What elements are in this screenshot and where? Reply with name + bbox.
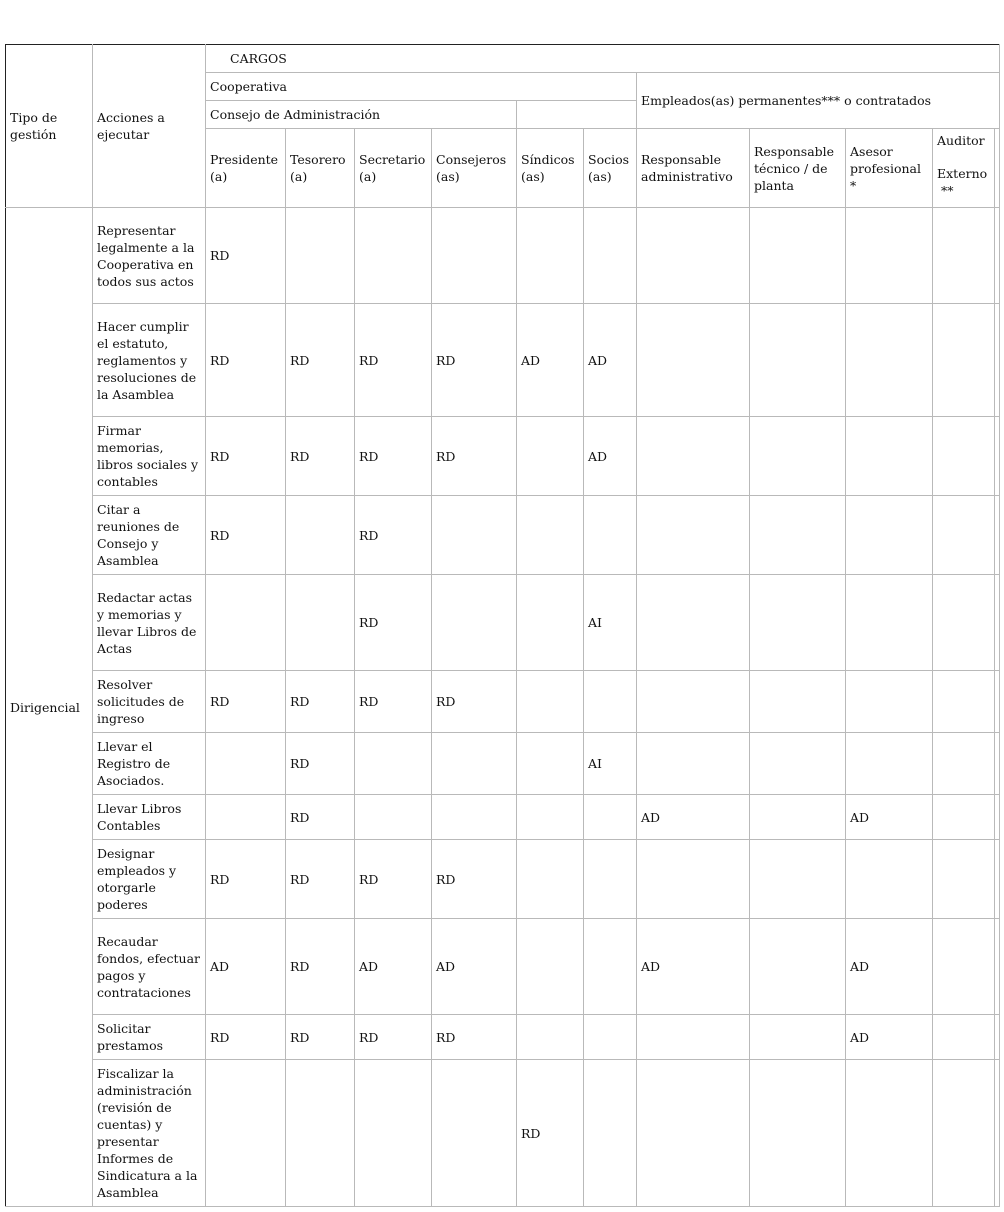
table-row bbox=[6, 208, 1000, 304]
role-cell bbox=[517, 1015, 584, 1060]
role-cell: RD bbox=[286, 1015, 355, 1060]
edge-cell bbox=[995, 496, 1000, 575]
role-cell bbox=[750, 919, 846, 1015]
role-cell bbox=[206, 733, 286, 795]
action-cell: Representar legalmente a la Cooperativa en todos sus actos bbox=[93, 208, 206, 304]
role-cell: RD bbox=[286, 840, 355, 919]
role-cell: RD bbox=[286, 417, 355, 496]
role-cell bbox=[286, 575, 355, 671]
role-cell bbox=[846, 733, 933, 795]
role-header-secretario: Secretario (a) bbox=[355, 129, 432, 208]
role-cell bbox=[637, 733, 750, 795]
role-cell bbox=[933, 795, 995, 840]
role-cell: RD bbox=[206, 208, 286, 304]
roles-table bbox=[5, 44, 1000, 1207]
role-cell: RD bbox=[206, 840, 286, 919]
role-cell bbox=[933, 1015, 995, 1060]
role-cell bbox=[432, 795, 517, 840]
role-cell bbox=[206, 575, 286, 671]
role-cell bbox=[432, 733, 517, 795]
role-cell bbox=[750, 496, 846, 575]
role-cell bbox=[637, 417, 750, 496]
role-cell bbox=[933, 575, 995, 671]
role-cell bbox=[584, 496, 637, 575]
role-cell bbox=[286, 496, 355, 575]
table-row bbox=[6, 575, 1000, 671]
role-cell bbox=[637, 575, 750, 671]
action-cell: Firmar memorias, libros sociales y contables bbox=[93, 417, 206, 496]
role-cell bbox=[933, 840, 995, 919]
role-header-presidente: Presidente (a) bbox=[206, 129, 286, 208]
role-cell bbox=[933, 208, 995, 304]
role-cell bbox=[750, 795, 846, 840]
role-cell bbox=[750, 304, 846, 417]
role-cell bbox=[584, 1015, 637, 1060]
role-cell: RD bbox=[432, 304, 517, 417]
table-row bbox=[6, 671, 1000, 733]
role-cell bbox=[637, 1015, 750, 1060]
role-cell: AI bbox=[584, 733, 637, 795]
empleados-header: Empleados(as) permanentes*** o contratados bbox=[637, 73, 1000, 129]
role-cell bbox=[750, 1060, 846, 1207]
action-cell: Redactar actas y memorias y llevar Libros de Actas bbox=[93, 575, 206, 671]
role-cell bbox=[933, 919, 995, 1015]
action-cell: Designar empleados y otorgarle poderes bbox=[93, 840, 206, 919]
role-cell bbox=[750, 1015, 846, 1060]
role-cell: RD bbox=[355, 417, 432, 496]
role-cell: RD bbox=[355, 304, 432, 417]
role-header-resp-tecnico: Responsable técnico / de planta bbox=[750, 129, 846, 208]
role-cell bbox=[286, 208, 355, 304]
role-cell: AD bbox=[846, 919, 933, 1015]
role-cell bbox=[355, 1060, 432, 1207]
role-cell bbox=[637, 496, 750, 575]
role-cell bbox=[846, 208, 933, 304]
role-cell bbox=[637, 208, 750, 304]
role-cell: AD bbox=[637, 919, 750, 1015]
role-cell bbox=[584, 919, 637, 1015]
role-cell bbox=[637, 840, 750, 919]
role-cell bbox=[933, 733, 995, 795]
role-cell: RD bbox=[206, 671, 286, 733]
role-cell bbox=[432, 496, 517, 575]
role-cell bbox=[517, 208, 584, 304]
role-cell bbox=[846, 496, 933, 575]
role-cell: AD bbox=[846, 1015, 933, 1060]
role-header-auditor bbox=[933, 129, 995, 208]
blank-header-cell bbox=[517, 101, 637, 129]
cargos-header: CARGOS bbox=[206, 45, 1000, 73]
role-cell: AD bbox=[355, 919, 432, 1015]
role-cell bbox=[432, 1060, 517, 1207]
role-cell bbox=[517, 840, 584, 919]
table-row bbox=[6, 1060, 1000, 1207]
role-cell bbox=[206, 1060, 286, 1207]
role-cell: RD bbox=[286, 304, 355, 417]
role-cell: RD bbox=[355, 671, 432, 733]
table-row bbox=[6, 795, 1000, 840]
tipo-de-gestion-header: Tipo de gestión bbox=[6, 45, 93, 208]
role-cell: RD bbox=[355, 496, 432, 575]
role-cell bbox=[286, 1060, 355, 1207]
group-label-dirigencial: Dirigencial bbox=[6, 208, 93, 1207]
role-cell bbox=[517, 575, 584, 671]
role-cell bbox=[750, 575, 846, 671]
table-row bbox=[6, 919, 1000, 1015]
role-cell bbox=[584, 795, 637, 840]
role-cell bbox=[355, 208, 432, 304]
role-cell: RD bbox=[517, 1060, 584, 1207]
role-cell bbox=[846, 304, 933, 417]
role-cell: RD bbox=[206, 417, 286, 496]
role-cell: AD bbox=[206, 919, 286, 1015]
edge-cell bbox=[995, 733, 1000, 795]
role-cell: RD bbox=[206, 496, 286, 575]
role-cell bbox=[517, 919, 584, 1015]
table-row bbox=[6, 496, 1000, 575]
role-cell: RD bbox=[355, 575, 432, 671]
role-cell: RD bbox=[432, 1015, 517, 1060]
edge-cell bbox=[995, 208, 1000, 304]
role-cell bbox=[432, 575, 517, 671]
role-cell bbox=[933, 304, 995, 417]
edge-cell bbox=[995, 919, 1000, 1015]
action-cell: Solicitar prestamos bbox=[93, 1015, 206, 1060]
auditor-mark: ** bbox=[941, 183, 954, 198]
role-cell: RD bbox=[432, 840, 517, 919]
action-cell: Recaudar fondos, efectuar pagos y contrataciones bbox=[93, 919, 206, 1015]
role-cell: RD bbox=[206, 304, 286, 417]
role-header-consejeros: Consejeros (as) bbox=[432, 129, 517, 208]
edge-cell bbox=[995, 575, 1000, 671]
role-cell bbox=[517, 671, 584, 733]
role-cell bbox=[637, 304, 750, 417]
role-cell: RD bbox=[206, 1015, 286, 1060]
role-cell: AD bbox=[846, 795, 933, 840]
role-cell bbox=[750, 208, 846, 304]
auditor-line2: Externo bbox=[937, 166, 988, 181]
edge-cell bbox=[995, 129, 1000, 208]
role-cell bbox=[750, 671, 846, 733]
action-cell: Hacer cumplir el estatuto, reglamentos y resoluciones de la Asamblea bbox=[93, 304, 206, 417]
role-cell bbox=[517, 795, 584, 840]
role-cell: RD bbox=[355, 1015, 432, 1060]
edge-cell bbox=[995, 671, 1000, 733]
role-cell: RD bbox=[286, 671, 355, 733]
role-cell bbox=[933, 671, 995, 733]
role-cell: RD bbox=[286, 733, 355, 795]
role-header-asesor: Asesor profesional * bbox=[846, 129, 933, 208]
role-cell: AD bbox=[584, 417, 637, 496]
role-cell bbox=[206, 795, 286, 840]
consejo-header: Consejo de Administración bbox=[206, 101, 517, 129]
role-cell bbox=[750, 417, 846, 496]
role-header-tesorero: Tesorero (a) bbox=[286, 129, 355, 208]
role-cell bbox=[584, 671, 637, 733]
role-cell bbox=[846, 671, 933, 733]
action-cell: Llevar Libros Contables bbox=[93, 795, 206, 840]
role-header-sindicos: Síndicos (as) bbox=[517, 129, 584, 208]
role-cell bbox=[846, 417, 933, 496]
table-row bbox=[6, 840, 1000, 919]
role-cell: AD bbox=[432, 919, 517, 1015]
role-cell: AI bbox=[584, 575, 637, 671]
role-cell bbox=[584, 208, 637, 304]
edge-cell bbox=[995, 417, 1000, 496]
role-cell: AD bbox=[517, 304, 584, 417]
edge-cell bbox=[995, 304, 1000, 417]
role-cell bbox=[355, 733, 432, 795]
role-cell bbox=[933, 1060, 995, 1207]
table-row bbox=[6, 304, 1000, 417]
role-cell bbox=[637, 671, 750, 733]
role-cell bbox=[517, 733, 584, 795]
role-cell: AD bbox=[637, 795, 750, 840]
role-cell: RD bbox=[355, 840, 432, 919]
role-cell: RD bbox=[286, 919, 355, 1015]
table-row bbox=[6, 417, 1000, 496]
role-cell bbox=[933, 496, 995, 575]
role-cell bbox=[846, 1060, 933, 1207]
edge-cell bbox=[995, 1015, 1000, 1060]
role-cell bbox=[750, 733, 846, 795]
role-header-resp-admin: Responsable administrativo bbox=[637, 129, 750, 208]
role-cell bbox=[517, 417, 584, 496]
edge-cell bbox=[995, 795, 1000, 840]
table-row bbox=[6, 1015, 1000, 1060]
role-cell bbox=[432, 208, 517, 304]
action-cell: Llevar el Registro de Asociados. bbox=[93, 733, 206, 795]
role-cell bbox=[355, 795, 432, 840]
role-cell: AD bbox=[584, 304, 637, 417]
role-cell bbox=[846, 840, 933, 919]
role-cell bbox=[846, 575, 933, 671]
edge-cell bbox=[995, 840, 1000, 919]
table-row bbox=[6, 733, 1000, 795]
action-cell: Citar a reuniones de Consejo y Asamblea bbox=[93, 496, 206, 575]
role-cell bbox=[637, 1060, 750, 1207]
action-cell: Resolver solicitudes de ingreso bbox=[93, 671, 206, 733]
role-cell: RD bbox=[286, 795, 355, 840]
role-header-socios: Socios (as) bbox=[584, 129, 637, 208]
cooperativa-header: Cooperativa bbox=[206, 73, 637, 101]
role-cell bbox=[933, 417, 995, 496]
action-cell: Fiscalizar la administración (revisión de cuentas) y presentar Informes de Sindicatura a la Asamblea bbox=[93, 1060, 206, 1207]
acciones-header: Acciones a ejecutar bbox=[93, 45, 206, 208]
role-cell: RD bbox=[432, 671, 517, 733]
role-cell bbox=[584, 840, 637, 919]
role-cell bbox=[584, 1060, 637, 1207]
auditor-line1: Auditor bbox=[937, 133, 985, 148]
role-cell bbox=[750, 840, 846, 919]
role-cell: RD bbox=[432, 417, 517, 496]
edge-cell bbox=[995, 1060, 1000, 1207]
role-cell bbox=[517, 496, 584, 575]
